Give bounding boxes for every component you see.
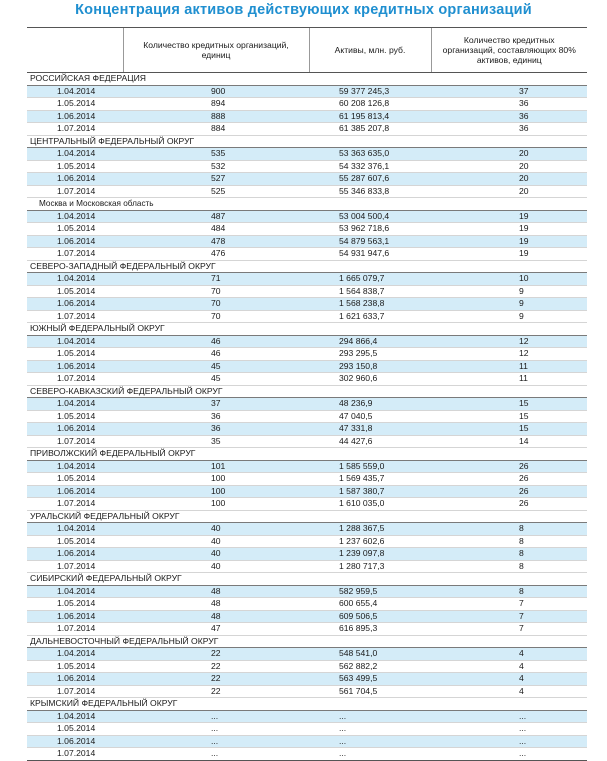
assets-cell: 561 704,5 [309, 685, 431, 698]
date-cell: 1.05.2014 [27, 223, 123, 236]
org-count-cell: 101 [123, 460, 309, 473]
section-header [27, 323, 587, 336]
org-count-cell: 35 [123, 435, 309, 448]
table-row [27, 660, 587, 673]
org-count-cell: 46 [123, 335, 309, 348]
org-80pct-cell: 4 [431, 685, 587, 698]
section-header [27, 635, 587, 648]
org-80pct-cell: 37 [431, 85, 587, 98]
assets-cell: 1 288 367,5 [309, 523, 431, 536]
assets-cell: 302 960,6 [309, 373, 431, 386]
date-cell: 1.05.2014 [27, 410, 123, 423]
date-cell: 1.05.2014 [27, 473, 123, 486]
assets-cell: 47 040,5 [309, 410, 431, 423]
table-row [27, 210, 587, 223]
assets-cell: 609 506,5 [309, 610, 431, 623]
org-80pct-cell: ... [431, 710, 587, 723]
assets-cell: ... [309, 748, 431, 761]
org-80pct-cell: 36 [431, 123, 587, 136]
assets-cell: 1 239 097,8 [309, 548, 431, 561]
assets-cell: 53 962 718,6 [309, 223, 431, 236]
org-80pct-cell: 20 [431, 148, 587, 161]
table-row [27, 248, 587, 261]
org-80pct-cell: 11 [431, 360, 587, 373]
table-row [27, 485, 587, 498]
org-80pct-cell: 15 [431, 423, 587, 436]
date-cell: 1.05.2014 [27, 348, 123, 361]
table-row [27, 235, 587, 248]
section-header [27, 573, 587, 586]
date-cell: 1.07.2014 [27, 560, 123, 573]
org-count-cell: 40 [123, 560, 309, 573]
date-cell: 1.07.2014 [27, 498, 123, 511]
section-header [27, 260, 587, 273]
date-cell: 1.04.2014 [27, 460, 123, 473]
org-80pct-cell: ... [431, 723, 587, 736]
org-count-cell: 36 [123, 410, 309, 423]
org-count-cell: 527 [123, 173, 309, 186]
table-row [27, 98, 587, 111]
header-assets: Активы, млн. руб. [309, 28, 431, 73]
section-header [27, 698, 587, 711]
table-row [27, 160, 587, 173]
org-80pct-cell: 36 [431, 98, 587, 111]
org-80pct-cell: 8 [431, 560, 587, 573]
section-title: СЕВЕРО-ЗАПАДНЫЙ ФЕДЕРАЛЬНЫЙ ОКРУГ [27, 260, 587, 273]
assets-cell: 55 287 607,6 [309, 173, 431, 186]
date-cell: 1.05.2014 [27, 535, 123, 548]
table-row [27, 348, 587, 361]
org-count-cell: 100 [123, 498, 309, 511]
org-80pct-cell: 11 [431, 373, 587, 386]
assets-cell: 54 332 376,1 [309, 160, 431, 173]
org-count-cell: 48 [123, 598, 309, 611]
table-header-row [27, 28, 587, 73]
table-row [27, 585, 587, 598]
section-header [27, 198, 587, 211]
org-80pct-cell: 7 [431, 598, 587, 611]
date-cell: 1.06.2014 [27, 548, 123, 561]
table-row [27, 148, 587, 161]
date-cell: 1.07.2014 [27, 123, 123, 136]
section-header [27, 448, 587, 461]
table-row [27, 548, 587, 561]
section-title: ЦЕНТРАЛЬНЫЙ ФЕДЕРАЛЬНЫЙ ОКРУГ [27, 135, 587, 148]
org-count-cell: 36 [123, 423, 309, 436]
table-body [27, 73, 587, 761]
table-row [27, 173, 587, 186]
date-cell: 1.04.2014 [27, 585, 123, 598]
org-count-cell: 45 [123, 360, 309, 373]
page-title: Концентрация активов действующих кредитных организаций [75, 2, 532, 18]
org-80pct-cell: 8 [431, 548, 587, 561]
header-period [27, 28, 123, 73]
org-80pct-cell: 19 [431, 223, 587, 236]
date-cell: 1.06.2014 [27, 360, 123, 373]
org-count-cell: 46 [123, 348, 309, 361]
date-cell: 1.07.2014 [27, 248, 123, 261]
org-80pct-cell: 20 [431, 160, 587, 173]
org-80pct-cell: 14 [431, 435, 587, 448]
org-count-cell: 100 [123, 485, 309, 498]
org-count-cell: ... [123, 723, 309, 736]
org-count-cell: 888 [123, 110, 309, 123]
org-count-cell: 100 [123, 473, 309, 486]
date-cell: 1.04.2014 [27, 210, 123, 223]
assets-cell: 548 541,0 [309, 648, 431, 661]
date-cell: 1.05.2014 [27, 660, 123, 673]
table-row [27, 735, 587, 748]
org-80pct-cell: 26 [431, 485, 587, 498]
assets-cell: 1 665 079,7 [309, 273, 431, 286]
assets-cell: 616 895,3 [309, 623, 431, 636]
section-header [27, 385, 587, 398]
assets-cell: 1 280 717,3 [309, 560, 431, 573]
org-count-cell: 40 [123, 535, 309, 548]
org-80pct-cell: 15 [431, 410, 587, 423]
org-count-cell: 525 [123, 185, 309, 198]
assets-cell: ... [309, 723, 431, 736]
assets-cell: 293 150,8 [309, 360, 431, 373]
org-80pct-cell: 19 [431, 235, 587, 248]
org-80pct-cell: 20 [431, 185, 587, 198]
assets-cell: 60 208 126,8 [309, 98, 431, 111]
org-count-cell: ... [123, 735, 309, 748]
date-cell: 1.05.2014 [27, 98, 123, 111]
assets-cell: 582 959,5 [309, 585, 431, 598]
date-cell: 1.04.2014 [27, 273, 123, 286]
assets-cell: 562 882,2 [309, 660, 431, 673]
assets-cell: 59 377 245,3 [309, 85, 431, 98]
date-cell: 1.06.2014 [27, 110, 123, 123]
date-cell: 1.04.2014 [27, 85, 123, 98]
date-cell: 1.05.2014 [27, 723, 123, 736]
table-row [27, 85, 587, 98]
org-80pct-cell: 8 [431, 523, 587, 536]
table-row [27, 435, 587, 448]
assets-cell: ... [309, 735, 431, 748]
assets-cell: 61 195 813,4 [309, 110, 431, 123]
assets-cell: 55 346 833,8 [309, 185, 431, 198]
table-row [27, 710, 587, 723]
table-row [27, 335, 587, 348]
assets-cell: ... [309, 710, 431, 723]
date-cell: 1.06.2014 [27, 235, 123, 248]
table-row [27, 298, 587, 311]
table-row [27, 273, 587, 286]
org-count-cell: 894 [123, 98, 309, 111]
assets-cell: 1 587 380,7 [309, 485, 431, 498]
org-count-cell: 70 [123, 285, 309, 298]
table-row [27, 523, 587, 536]
assets-cell: 53 363 635,0 [309, 148, 431, 161]
org-count-cell: 884 [123, 123, 309, 136]
org-80pct-cell: 26 [431, 473, 587, 486]
section-title: КРЫМСКИЙ ФЕДЕРАЛЬНЫЙ ОКРУГ [27, 698, 587, 711]
assets-cell: 47 331,8 [309, 423, 431, 436]
assets-cell: 293 295,5 [309, 348, 431, 361]
table-row [27, 598, 587, 611]
date-cell: 1.07.2014 [27, 623, 123, 636]
date-cell: 1.04.2014 [27, 398, 123, 411]
org-count-cell: ... [123, 710, 309, 723]
section-title: ДАЛЬНЕВОСТОЧНЫЙ ФЕДЕРАЛЬНЫЙ ОКРУГ [27, 635, 587, 648]
assets-cell: 563 499,5 [309, 673, 431, 686]
org-count-cell: 48 [123, 610, 309, 623]
header-org-80pct: Количество кредитных организаций, составляющих 80% активов, единиц [431, 28, 587, 73]
org-80pct-cell: 8 [431, 535, 587, 548]
assets-cell: 54 931 947,6 [309, 248, 431, 261]
assets-cell: 1 569 435,7 [309, 473, 431, 486]
section-header [27, 135, 587, 148]
org-count-cell: 40 [123, 523, 309, 536]
org-count-cell: 48 [123, 585, 309, 598]
section-title: СЕВЕРО-КАВКАЗСКИЙ ФЕДЕРАЛЬНЫЙ ОКРУГ [27, 385, 587, 398]
date-cell: 1.04.2014 [27, 335, 123, 348]
date-cell: 1.07.2014 [27, 435, 123, 448]
table-row [27, 748, 587, 761]
assets-cell: 54 879 563,1 [309, 235, 431, 248]
table-row [27, 473, 587, 486]
org-count-cell: 45 [123, 373, 309, 386]
table-row [27, 223, 587, 236]
table-row [27, 460, 587, 473]
date-cell: 1.04.2014 [27, 523, 123, 536]
org-80pct-cell: 15 [431, 398, 587, 411]
org-count-cell: 40 [123, 548, 309, 561]
date-cell: 1.05.2014 [27, 160, 123, 173]
date-cell: 1.04.2014 [27, 648, 123, 661]
section-title: Москва и Московская область [27, 198, 587, 211]
org-count-cell: 37 [123, 398, 309, 411]
table-row [27, 623, 587, 636]
date-cell: 1.05.2014 [27, 598, 123, 611]
org-80pct-cell: 4 [431, 660, 587, 673]
org-count-cell: 22 [123, 648, 309, 661]
org-80pct-cell: 7 [431, 610, 587, 623]
date-cell: 1.06.2014 [27, 485, 123, 498]
org-80pct-cell: 19 [431, 210, 587, 223]
org-80pct-cell: 26 [431, 498, 587, 511]
date-cell: 1.06.2014 [27, 610, 123, 623]
org-80pct-cell: 9 [431, 298, 587, 311]
org-count-cell: 71 [123, 273, 309, 286]
assets-cell: 44 427,6 [309, 435, 431, 448]
table-row [27, 360, 587, 373]
table-row [27, 673, 587, 686]
org-80pct-cell: 12 [431, 335, 587, 348]
date-cell: 1.06.2014 [27, 735, 123, 748]
header-org-count: Количество кредитных организаций, единиц [123, 28, 309, 73]
table-row [27, 410, 587, 423]
assets-cell: 1 564 838,7 [309, 285, 431, 298]
section-header [27, 73, 587, 86]
date-cell: 1.05.2014 [27, 285, 123, 298]
org-80pct-cell: 9 [431, 310, 587, 323]
org-count-cell: 900 [123, 85, 309, 98]
date-cell: 1.07.2014 [27, 685, 123, 698]
org-80pct-cell: 4 [431, 673, 587, 686]
date-cell: 1.07.2014 [27, 373, 123, 386]
org-count-cell: 535 [123, 148, 309, 161]
date-cell: 1.07.2014 [27, 748, 123, 761]
assets-cell: 48 236,9 [309, 398, 431, 411]
org-count-cell: 47 [123, 623, 309, 636]
table-row [27, 285, 587, 298]
org-80pct-cell: 4 [431, 648, 587, 661]
assets-cell: 61 385 207,8 [309, 123, 431, 136]
date-cell: 1.04.2014 [27, 710, 123, 723]
org-count-cell: 532 [123, 160, 309, 173]
table-row [27, 398, 587, 411]
table-row [27, 560, 587, 573]
assets-cell: 53 004 500,4 [309, 210, 431, 223]
org-count-cell: 22 [123, 685, 309, 698]
assets-cell: 1 568 238,8 [309, 298, 431, 311]
table-row [27, 685, 587, 698]
org-80pct-cell: 12 [431, 348, 587, 361]
assets-cell: 1 237 602,6 [309, 535, 431, 548]
org-80pct-cell: 9 [431, 285, 587, 298]
org-count-cell: 487 [123, 210, 309, 223]
date-cell: 1.07.2014 [27, 310, 123, 323]
date-cell: 1.07.2014 [27, 185, 123, 198]
table-row [27, 610, 587, 623]
section-header [27, 510, 587, 523]
assets-cell: 1 610 035,0 [309, 498, 431, 511]
date-cell: 1.06.2014 [27, 173, 123, 186]
table-row [27, 648, 587, 661]
org-count-cell: 476 [123, 248, 309, 261]
assets-cell: 294 866,4 [309, 335, 431, 348]
assets-cell: 1 585 559,0 [309, 460, 431, 473]
org-80pct-cell: 20 [431, 173, 587, 186]
assets-concentration-table [27, 27, 587, 761]
org-count-cell: 70 [123, 298, 309, 311]
section-title: РОССИЙСКАЯ ФЕДЕРАЦИЯ [27, 73, 587, 86]
date-cell: 1.06.2014 [27, 423, 123, 436]
org-80pct-cell: 36 [431, 110, 587, 123]
org-count-cell: ... [123, 748, 309, 761]
date-cell: 1.06.2014 [27, 673, 123, 686]
section-title: УРАЛЬСКИЙ ФЕДЕРАЛЬНЫЙ ОКРУГ [27, 510, 587, 523]
section-title: ПРИВОЛЖСКИЙ ФЕДЕРАЛЬНЫЙ ОКРУГ [27, 448, 587, 461]
org-80pct-cell: 19 [431, 248, 587, 261]
org-80pct-cell: 10 [431, 273, 587, 286]
table-row [27, 373, 587, 386]
org-80pct-cell: ... [431, 748, 587, 761]
section-title: СИБИРСКИЙ ФЕДЕРАЛЬНЫЙ ОКРУГ [27, 573, 587, 586]
table-row [27, 498, 587, 511]
org-80pct-cell: 26 [431, 460, 587, 473]
org-count-cell: 484 [123, 223, 309, 236]
table-row [27, 535, 587, 548]
table-row [27, 723, 587, 736]
org-80pct-cell: ... [431, 735, 587, 748]
assets-cell: 1 621 633,7 [309, 310, 431, 323]
org-count-cell: 22 [123, 673, 309, 686]
table-row [27, 310, 587, 323]
org-80pct-cell: 7 [431, 623, 587, 636]
org-80pct-cell: 8 [431, 585, 587, 598]
table-row [27, 123, 587, 136]
section-title: ЮЖНЫЙ ФЕДЕРАЛЬНЫЙ ОКРУГ [27, 323, 587, 336]
assets-cell: 600 655,4 [309, 598, 431, 611]
org-count-cell: 478 [123, 235, 309, 248]
table-row [27, 185, 587, 198]
org-count-cell: 70 [123, 310, 309, 323]
org-count-cell: 22 [123, 660, 309, 673]
date-cell: 1.06.2014 [27, 298, 123, 311]
table-row [27, 423, 587, 436]
date-cell: 1.04.2014 [27, 148, 123, 161]
table-row [27, 110, 587, 123]
